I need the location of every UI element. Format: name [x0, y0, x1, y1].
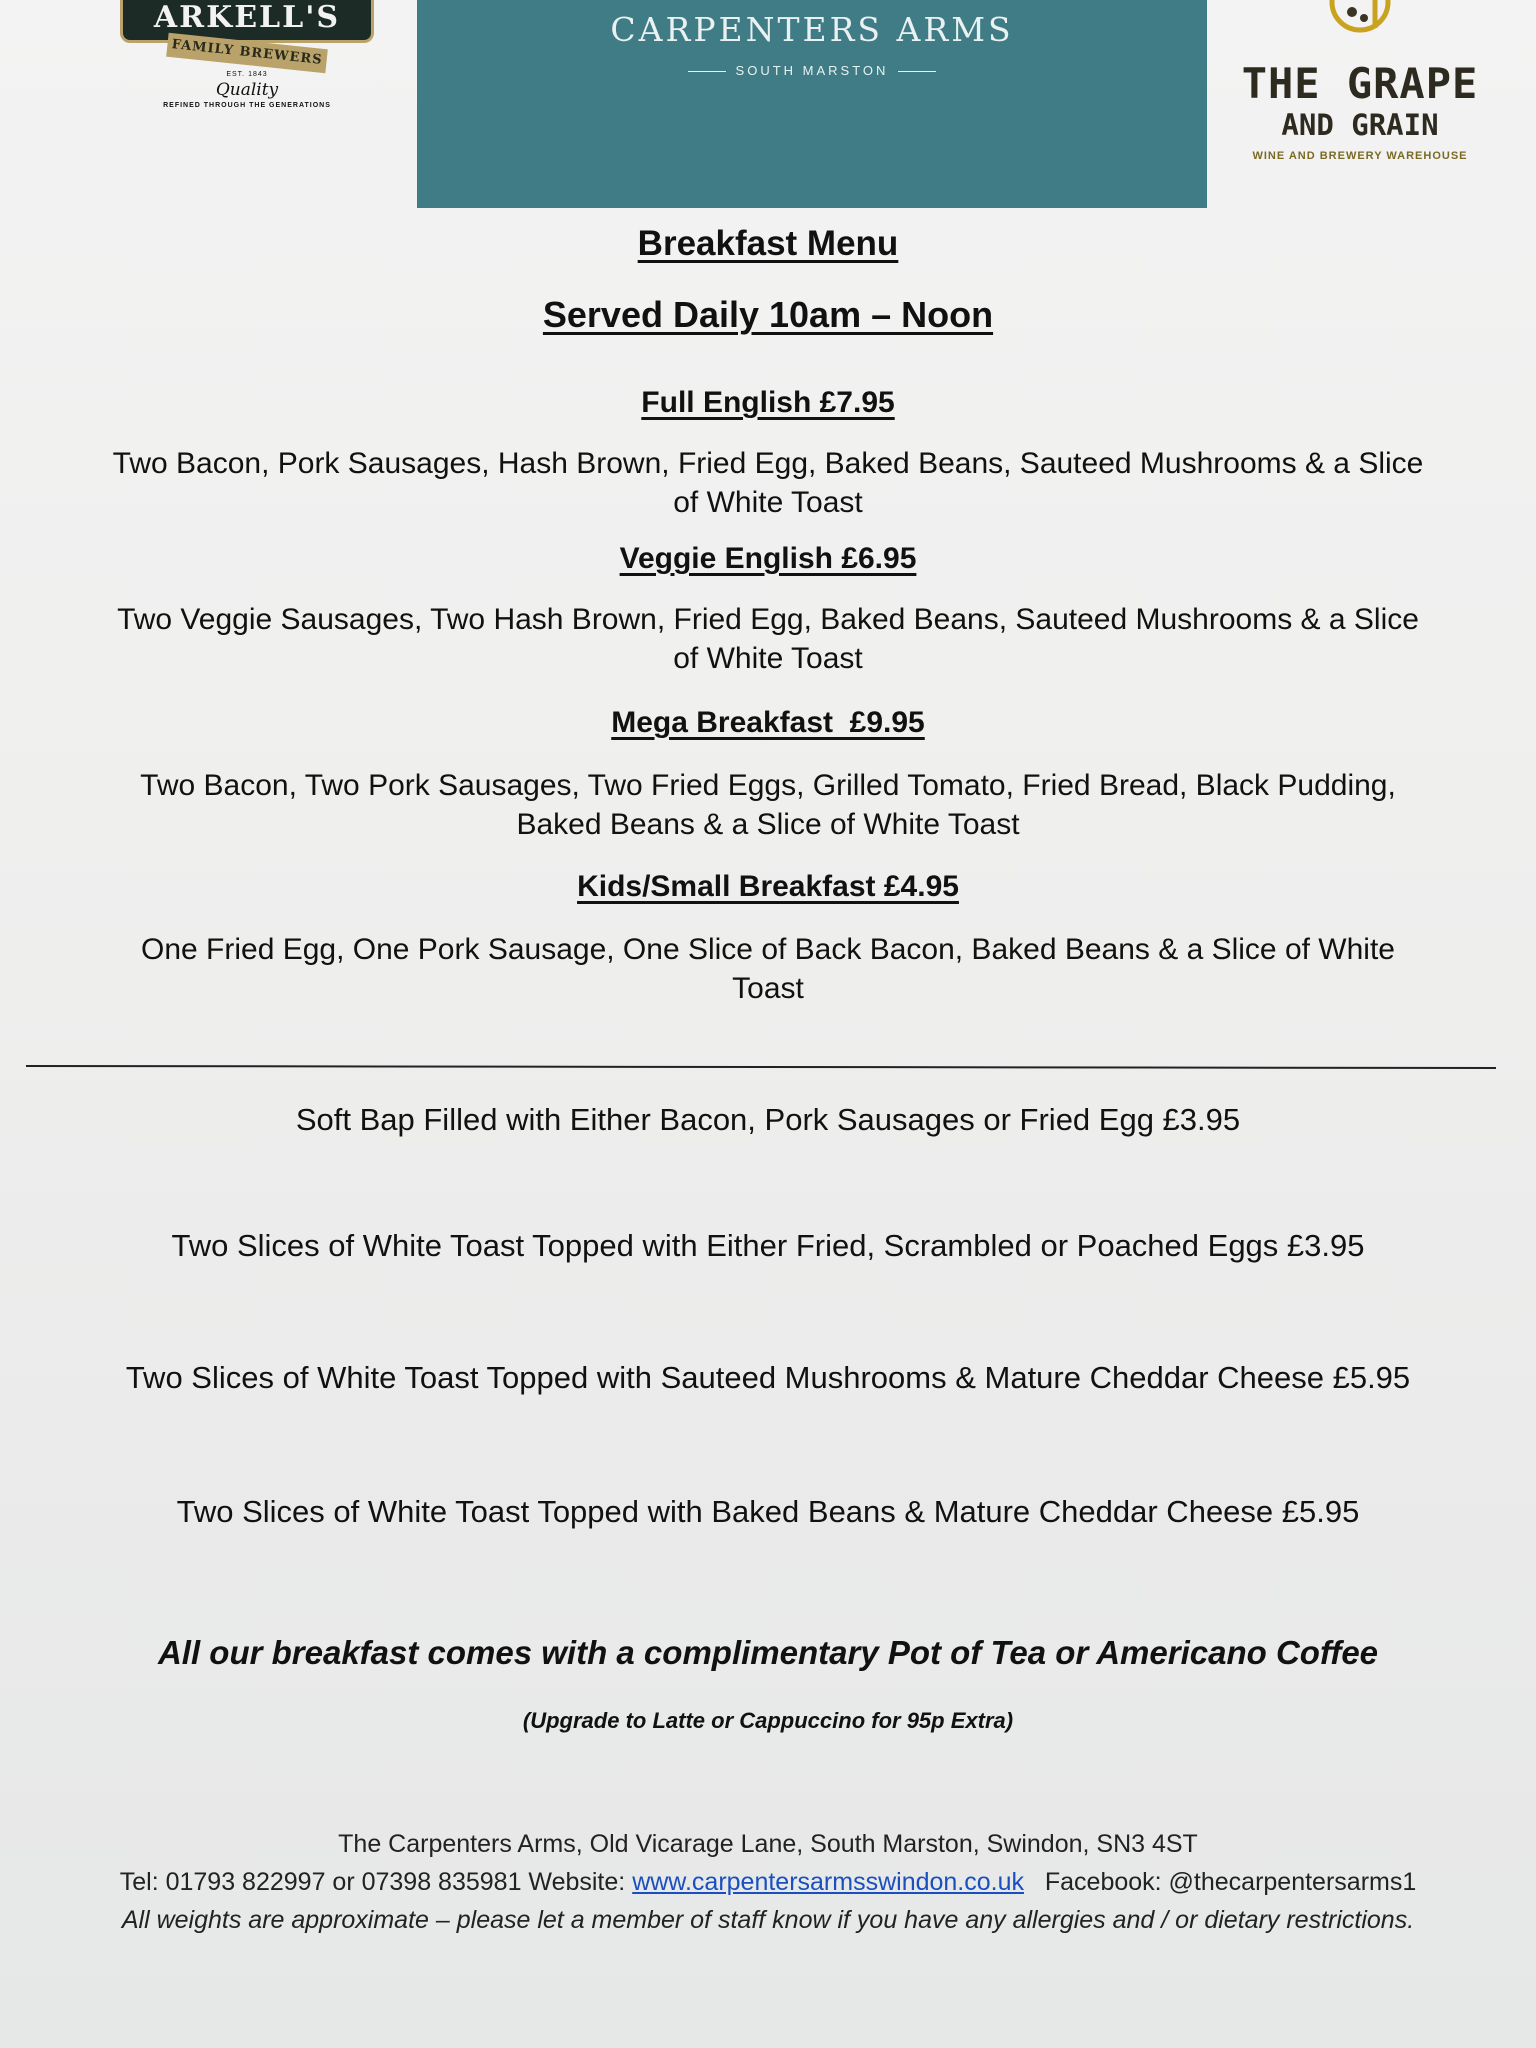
menu-item-desc-line: Baked Beans & a Slice of White Toast — [516, 808, 1020, 841]
arkells-est: EST. 1843 — [226, 71, 268, 78]
upgrade-note: (Upgrade to Latte or Cappuccino for 95p Extra) — [522, 1708, 1014, 1733]
menu-item-description — [0, 930, 1536, 1008]
menu-item-description — [0, 766, 1536, 844]
menu-title-row — [0, 224, 1536, 264]
menu-item-description — [0, 600, 1536, 678]
complimentary-drink-note: All our breakfast comes with a complimentary Pot of Tea or Americano Coffee — [157, 1634, 1379, 1671]
carpenters-name: CARPENTERS ARMS — [610, 10, 1014, 49]
footer-facebook: Facebook: @thecarpentersarms1 — [1044, 1868, 1417, 1896]
carpenters-arms-banner — [417, 0, 1207, 208]
menu-item-name: Veggie English £6.95 — [619, 542, 917, 575]
menu-item-description — [0, 444, 1536, 522]
menu-item-heading — [0, 870, 1536, 904]
menu-item-desc-line: Toast — [732, 972, 804, 1005]
menu-item-heading — [0, 542, 1536, 576]
carpenters-location-row — [417, 63, 1207, 78]
menu-item-desc-line: Two Bacon, Two Pork Sausages, Two Fried Eggs, Grilled Tomato, Fried Bread, Black Pudding, — [140, 769, 1396, 802]
footer-contact — [0, 1868, 1536, 1897]
section-divider — [26, 1065, 1496, 1069]
menu-title: Breakfast Menu — [637, 224, 899, 263]
menu-item-heading — [0, 706, 1536, 740]
menu-item-name: Mega Breakfast £9.95 — [611, 706, 925, 739]
footer-tel: Tel: 01793 822997 or 07398 835981 Website: — [119, 1868, 626, 1896]
footer-address: The Carpenters Arms, Old Vicarage Lane, South Marston, Swindon, SN3 4ST — [338, 1830, 1198, 1858]
menu-item-desc-line: of White Toast — [673, 486, 863, 519]
arkells-ribbon: FAMILY BREWERS — [166, 33, 328, 74]
menu-item-desc-line: Two Bacon, Pork Sausages, Hash Brown, Fried Egg, Baked Beans, Sauteed Mushrooms & a Slice — [112, 447, 1424, 480]
menu-item-desc-line: of White Toast — [673, 642, 863, 675]
grape-line2: AND GRAIN — [1281, 108, 1439, 142]
served-times-row — [0, 294, 1536, 336]
location-line-left — [688, 71, 726, 72]
location-line-right — [898, 71, 936, 72]
grape-and-grain-logo — [1210, 0, 1510, 170]
grape-logo-icon — [1320, 0, 1400, 34]
arkells-script: Quality — [215, 80, 279, 100]
carpenters-location: SOUTH MARSTON — [735, 63, 889, 78]
extra-item: Two Slices of White Toast Topped with Sauteed Mushrooms & Mature Cheddar Cheese £5.95 — [125, 1360, 1411, 1395]
website-link[interactable]: www.carpentersarmsswindon.co.uk — [632, 1868, 1025, 1896]
menu-item-name: Full English £7.95 — [641, 386, 895, 419]
extra-item: Soft Bap Filled with Either Bacon, Pork Sausages or Fried Egg £3.95 — [295, 1102, 1241, 1137]
arkells-name: ARKELL'S — [120, 0, 374, 43]
menu-item-desc-line: Two Veggie Sausages, Two Hash Brown, Fried Egg, Baked Beans, Sauteed Mushrooms & a Slice — [117, 603, 1419, 636]
footer-disclaimer — [0, 1906, 1536, 1935]
menu-item-name: Kids/Small Breakfast £4.95 — [577, 870, 959, 903]
disclaimer-text: All weights are approximate – please let a member of staff know if you have any allergies and / or dietary restrictions. — [121, 1906, 1415, 1934]
arkells-logo — [112, 0, 382, 118]
served-times: Served Daily 10am – Noon — [542, 294, 994, 335]
menu-item-heading — [0, 386, 1536, 420]
extra-item: Two Slices of White Toast Topped with Baked Beans & Mature Cheddar Cheese £5.95 — [176, 1494, 1360, 1529]
grape-line1: THE GRAPE — [1241, 59, 1479, 108]
grape-line3: WINE AND BREWERY WAREHOUSE — [1252, 150, 1468, 162]
arkells-tagline: REFINED THROUGH THE GENERATIONS — [163, 102, 331, 109]
extra-item: Two Slices of White Toast Topped with Either Fried, Scrambled or Poached Eggs £3.95 — [171, 1228, 1365, 1263]
menu-item-desc-line: One Fried Egg, One Pork Sausage, One Slice of Back Bacon, Baked Beans & a Slice of White — [140, 933, 1395, 966]
